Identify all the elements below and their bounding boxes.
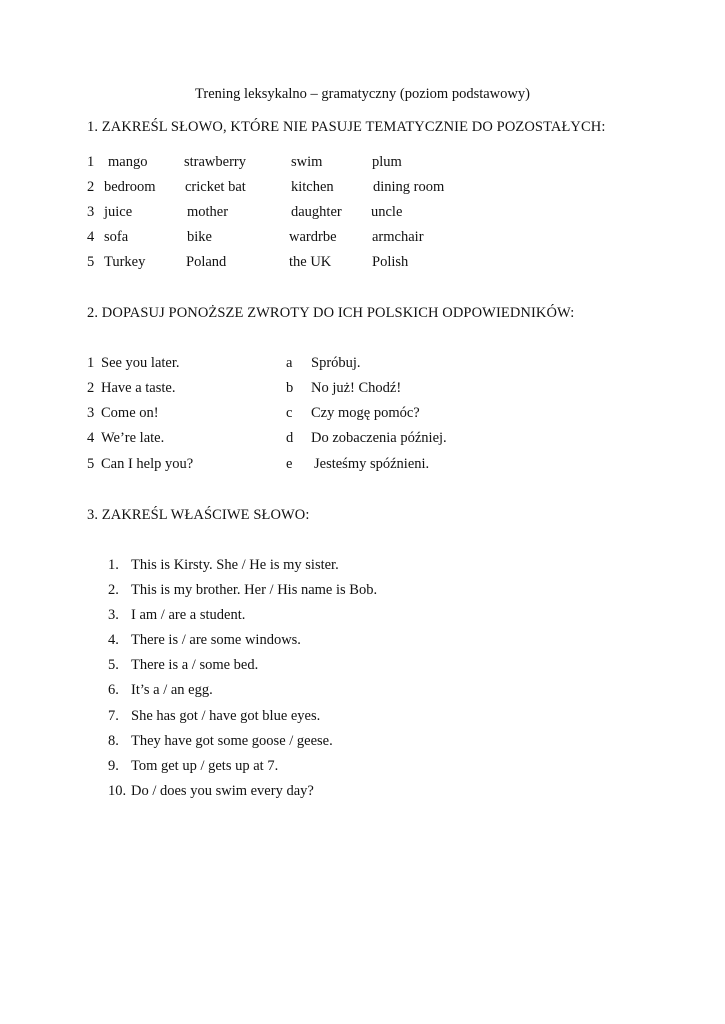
row-number: 1 [87, 154, 95, 170]
word: juice [104, 204, 133, 220]
sentence: This is my brother. Her / His name is Bob. [131, 582, 378, 598]
item-number: 3. [108, 607, 119, 623]
answer-letter: c [286, 405, 293, 421]
word: strawberry [184, 154, 247, 170]
section-1-heading: 1. ZAKREŚL SŁOWO, KTÓRE NIE PASUJE TEMATYCZNIE DO POZOSTAŁYCH: [87, 119, 606, 135]
row-number: 5 [87, 254, 95, 270]
word: the UK [289, 254, 332, 270]
item-number: 4. [108, 632, 119, 648]
english-phrase: Can I help you? [101, 456, 194, 472]
item-number: 2. [108, 582, 119, 598]
english-phrase: We’re late. [101, 430, 165, 446]
word: sofa [104, 229, 129, 245]
phrase-number: 5 [87, 456, 95, 472]
word: cricket bat [185, 179, 246, 195]
polish-phrase: Czy mogę pomóc? [311, 405, 420, 421]
word: wardrbe [289, 229, 337, 245]
phrase-number: 1 [87, 355, 95, 371]
row-number: 2 [87, 179, 95, 195]
section-2-heading: 2. DOPASUJ PONOŻSZE ZWROTY DO ICH POLSKICH ODPOWIEDNIKÓW: [87, 305, 575, 321]
word: daughter [291, 204, 342, 220]
item-number: 7. [108, 708, 119, 724]
english-phrase: See you later. [101, 355, 180, 371]
sentence: They have got some goose / geese. [131, 733, 333, 749]
row-number: 4 [87, 229, 95, 245]
answer-letter: b [286, 380, 294, 396]
item-number: 1. [108, 557, 119, 573]
word: mother [187, 204, 229, 220]
item-number: 6. [108, 682, 119, 698]
phrase-number: 2 [87, 380, 95, 396]
word: swim [291, 154, 323, 170]
sentence: There is / are some windows. [131, 632, 301, 648]
answer-letter: a [286, 355, 293, 371]
item-number: 9. [108, 758, 119, 774]
word: mango [108, 154, 148, 170]
word: Polish [372, 254, 409, 270]
word: dining room [373, 179, 445, 195]
english-phrase: Come on! [101, 405, 159, 421]
polish-phrase: Do zobaczenia później. [311, 430, 447, 446]
sentence: This is Kirsty. She / He is my sister. [131, 557, 339, 573]
item-number: 5. [108, 657, 119, 673]
section-3-heading: 3. ZAKREŚL WŁAŚCIWE SŁOWO: [87, 507, 310, 523]
phrase-number: 4 [87, 430, 95, 446]
polish-phrase: Spróbuj. [311, 355, 361, 371]
sentence: She has got / have got blue eyes. [131, 708, 321, 724]
item-number: 10. [108, 783, 127, 799]
polish-phrase: Jesteśmy spóźnieni. [314, 456, 430, 472]
sentence: I am / are a student. [131, 607, 246, 623]
row-number: 3 [87, 204, 95, 220]
word: armchair [372, 229, 424, 245]
sentence: It’s a / an egg. [131, 682, 213, 698]
word: uncle [371, 204, 403, 220]
word: Turkey [104, 254, 146, 270]
phrase-number: 3 [87, 405, 95, 421]
answer-letter: e [286, 456, 293, 472]
english-phrase: Have a taste. [101, 380, 176, 396]
word: kitchen [291, 179, 334, 195]
sentence: Do / does you swim every day? [131, 783, 314, 799]
sentence: Tom get up / gets up at 7. [131, 758, 279, 774]
page-title: Trening leksykalno – gramatyczny (poziom podstawowy) [195, 86, 530, 102]
word: bedroom [104, 179, 156, 195]
sentence: There is a / some bed. [131, 657, 259, 673]
item-number: 8. [108, 733, 119, 749]
answer-letter: d [286, 430, 294, 446]
word: plum [372, 154, 402, 170]
polish-phrase: No już! Chodź! [311, 380, 402, 396]
word: bike [187, 229, 212, 245]
word: Poland [186, 254, 227, 270]
